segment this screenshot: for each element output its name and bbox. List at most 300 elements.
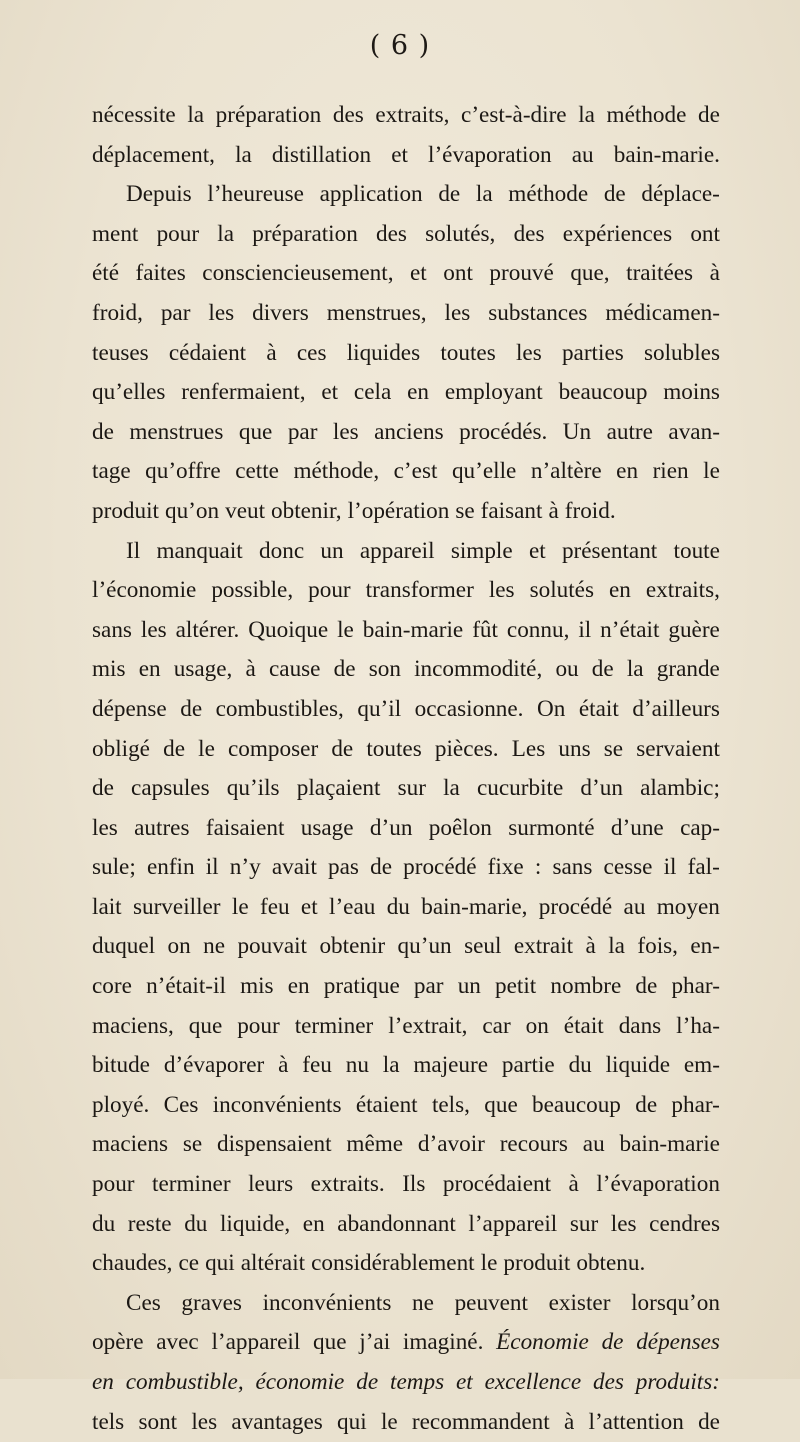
text-word: sans <box>552 854 593 881</box>
text-word: de <box>92 775 114 802</box>
text-word: altérer. <box>175 616 240 643</box>
text-word: cédaient <box>168 339 247 366</box>
text-word: au <box>571 141 594 168</box>
text-line <box>92 888 720 928</box>
text-word: chaudes, <box>92 1250 173 1277</box>
text-word: lorsqu’on <box>631 1289 720 1316</box>
text-word: veut <box>225 497 266 524</box>
text-word: partie <box>501 1052 555 1079</box>
text-word: de <box>92 418 114 445</box>
text-word: ont <box>690 220 720 247</box>
text-word: : <box>534 854 542 881</box>
text-word: on <box>525 1012 549 1039</box>
text-word: par <box>160 299 191 326</box>
text-word: qu’ils <box>226 775 280 802</box>
text-word: pour <box>308 577 351 604</box>
text-word: de <box>370 854 392 881</box>
text-word: avan- <box>668 418 720 445</box>
text-word: méthode, <box>293 458 380 485</box>
text-word: d’ailleurs <box>632 695 720 722</box>
text-word: et <box>391 141 408 168</box>
text-word: opère <box>92 1329 144 1356</box>
text-word: Ces <box>163 1091 199 1118</box>
text-word: liquide <box>605 1052 671 1079</box>
text-word: terminer <box>152 1171 231 1198</box>
text-word: simple <box>450 537 513 564</box>
text-word: produit <box>92 497 159 524</box>
text-word: liquide, <box>219 1210 291 1237</box>
text-word: procédés. <box>459 418 548 445</box>
text-word: l’heureuse <box>207 181 304 208</box>
text-word: les <box>92 814 118 841</box>
text-word: faites <box>135 260 186 287</box>
text-word: obligé <box>92 735 150 762</box>
text-word: l’évaporation <box>596 1171 720 1198</box>
text-word: le <box>380 1408 398 1435</box>
text-word: extraits, <box>645 577 720 604</box>
text-word: en <box>138 656 161 683</box>
text-word: ployé. <box>92 1091 150 1118</box>
text-word: à <box>278 1052 289 1079</box>
text-word: distillation <box>271 141 372 168</box>
text-word: tage <box>92 458 131 485</box>
text-word: il <box>663 854 677 881</box>
text-line <box>92 650 720 690</box>
text-word: dépense <box>92 695 167 722</box>
text-word: fût <box>472 616 498 643</box>
text-line <box>92 967 720 1007</box>
text-word: plaçaient <box>296 775 381 802</box>
text-word: il <box>205 854 219 881</box>
text-word: de <box>635 973 658 1000</box>
text-word: anciens <box>374 418 444 445</box>
text-word: ne <box>412 1289 434 1316</box>
text-word: consciencieusement, <box>202 260 394 287</box>
text-word: j’ai <box>359 1329 391 1356</box>
text-word: pour <box>237 1012 280 1039</box>
text-word: médicamen- <box>605 299 720 326</box>
text-word: à <box>563 1408 575 1435</box>
text-word: les <box>208 299 235 326</box>
text-line <box>92 1323 720 1363</box>
text-word: fixe <box>487 854 524 881</box>
text-line <box>92 215 720 255</box>
text-word: surmonté <box>508 814 595 841</box>
text-word: grande <box>656 656 720 683</box>
text-word: teuses <box>92 339 149 366</box>
text-word: à <box>585 933 596 960</box>
text-word: se <box>455 497 475 524</box>
text-word: guère <box>668 616 720 643</box>
text-word: qui <box>337 1408 367 1435</box>
text-word: pour <box>156 220 200 247</box>
text-word: procédé <box>538 893 613 920</box>
text-word: qu’un <box>397 933 452 960</box>
text-word: nécessite <box>92 102 176 128</box>
text-word: préparation <box>252 220 358 247</box>
text-word: et <box>528 537 546 564</box>
text-line <box>92 1165 720 1205</box>
text-word: le <box>231 893 249 920</box>
text-word: obtenu. <box>576 1250 646 1277</box>
text-line <box>92 1086 720 1126</box>
text-word: sur <box>569 1210 599 1237</box>
text-word: mis <box>92 656 126 683</box>
text-word: Ces <box>126 1289 161 1316</box>
text-word: leurs <box>248 1171 294 1198</box>
text-word: l’eau <box>329 893 376 920</box>
text-word: menstrues, <box>326 299 427 326</box>
text-word: son <box>368 656 401 683</box>
text-word: duquel <box>92 933 156 960</box>
text-word: le <box>337 616 354 643</box>
text-word: On <box>537 695 566 722</box>
text-word: obtenir <box>319 933 386 960</box>
text-word: parties <box>561 339 624 366</box>
text-word: de <box>163 735 185 762</box>
text-word: ces <box>296 339 327 366</box>
text-word: de <box>591 656 614 683</box>
text-word: d’évaporer <box>163 1052 265 1079</box>
text-word: au <box>623 893 646 920</box>
text-word: Il <box>126 537 141 564</box>
text-word: de <box>698 102 720 128</box>
text-word: pouvait <box>237 933 308 960</box>
text-word: de <box>698 1408 720 1435</box>
text-word: de <box>331 735 354 762</box>
page-number: ( 6 ) <box>369 30 431 61</box>
text-word: il <box>578 616 592 643</box>
text-line <box>92 1363 720 1403</box>
text-word: poêlon <box>428 814 492 841</box>
text-word: pour <box>92 1171 135 1198</box>
text-word: en <box>609 577 631 604</box>
text-word: beaucoup <box>558 379 648 406</box>
text-word: de <box>603 181 626 208</box>
text-word: cap- <box>680 814 720 841</box>
text-line <box>92 848 720 888</box>
text-word: d’un <box>580 775 623 802</box>
text-word: les <box>191 1408 218 1435</box>
text-word: Depuis <box>126 181 192 208</box>
text-word: graves <box>181 1289 242 1316</box>
text-line <box>92 373 720 413</box>
text-word: car <box>482 1012 511 1039</box>
text-word: majeure <box>413 1052 489 1079</box>
text-word: par <box>287 418 318 445</box>
text-word: la <box>187 102 205 128</box>
text-word: de <box>438 181 461 208</box>
text-word: économie <box>255 1369 345 1395</box>
text-word: n’y <box>229 854 261 881</box>
text-word: recours <box>499 1131 568 1158</box>
text-word: froid, <box>92 299 143 326</box>
text-word: l’économie <box>92 577 197 604</box>
text-word: rien <box>652 458 689 485</box>
text-word: extraits, <box>375 102 450 128</box>
text-word: Un <box>562 418 592 445</box>
text-word: déplacement, <box>92 141 215 168</box>
text-word: petit <box>495 973 537 1000</box>
text-word: divers <box>252 299 309 326</box>
text-word: possible, <box>211 577 294 604</box>
text-word: le <box>480 1250 498 1277</box>
text-word: cette <box>235 458 279 485</box>
text-word: ce <box>178 1250 200 1277</box>
text-line <box>92 611 720 651</box>
text-word: phar- <box>671 1091 720 1118</box>
text-word: cela <box>353 379 392 406</box>
text-word: toutes <box>366 735 422 762</box>
text-word: faisaient <box>205 814 285 841</box>
text-word: même <box>346 1131 404 1158</box>
text-word: les <box>488 577 515 604</box>
text-word: l’appareil <box>211 1329 301 1356</box>
text-word: l’évaporation <box>428 141 552 168</box>
text-word: dispensaient <box>216 1131 332 1158</box>
text-word: exister <box>548 1289 611 1316</box>
text-line <box>92 571 720 611</box>
text-word: solubles <box>643 339 720 366</box>
text-word: surveiller <box>132 893 221 920</box>
text-word: combustibles, <box>215 695 344 722</box>
text-line <box>92 730 720 770</box>
text-word: les <box>515 339 542 366</box>
text-word: recommandent <box>411 1408 550 1435</box>
text-word: feu <box>302 1052 332 1079</box>
text-word: usage, <box>173 656 233 683</box>
text-line <box>92 690 720 730</box>
text-word: la <box>235 141 252 168</box>
text-word: et <box>321 379 339 406</box>
text-word: phar- <box>671 973 720 1000</box>
text-word: pas <box>328 854 359 881</box>
text-word: temps <box>390 1369 445 1395</box>
text-word: employant <box>444 379 543 406</box>
text-word: du <box>386 893 410 920</box>
text-word: bitude <box>92 1052 150 1079</box>
text-word: n’était <box>600 616 660 643</box>
text-word: renfermaient, <box>181 379 306 406</box>
text-line <box>92 492 720 532</box>
text-line <box>92 452 720 492</box>
text-word: qu’offre <box>145 458 221 485</box>
text-word: toutes <box>440 339 496 366</box>
text-word: transformer <box>365 577 474 604</box>
text-word: l’attention <box>588 1408 684 1435</box>
text-word: été <box>92 260 120 287</box>
text-word: prouvé <box>489 260 554 287</box>
text-word: alambic; <box>640 775 720 802</box>
text-word: n’était-il <box>146 973 226 1000</box>
text-word: procédé <box>403 854 477 881</box>
text-word: c’est-à-dire <box>461 102 567 128</box>
text-word: Économie <box>496 1329 589 1356</box>
text-word: em- <box>683 1052 720 1079</box>
text-word: de <box>333 656 356 683</box>
text-word: maciens, <box>92 1012 174 1039</box>
text-word: occasionne. <box>414 695 524 722</box>
text-word: déplace- <box>641 181 720 208</box>
text-word: cucurbite <box>476 775 564 802</box>
text-word: abandonnant <box>337 1210 456 1237</box>
text-word: connu, <box>506 616 570 643</box>
text-word: liquides <box>346 339 421 366</box>
text-word: à <box>548 497 559 524</box>
text-word: qu’il <box>357 695 402 722</box>
text-line <box>92 1205 720 1245</box>
text-line <box>92 334 720 374</box>
text-word: du <box>568 1052 592 1079</box>
text-word: la <box>443 775 460 802</box>
text-word: on <box>167 933 191 960</box>
text-word: d’une <box>610 814 664 841</box>
text-word: que, <box>570 260 610 287</box>
text-word: uns <box>558 735 591 762</box>
text-line <box>92 136 720 176</box>
text-word: que <box>313 1329 347 1356</box>
text-word: méthode <box>606 102 687 128</box>
text-word: la <box>217 220 235 247</box>
text-word: des <box>593 1369 624 1395</box>
text-word: enfin <box>146 854 195 881</box>
text-word: à <box>266 339 277 366</box>
text-word: qu’elle <box>451 458 517 485</box>
text-word: en <box>407 379 429 406</box>
text-word: faisant <box>480 497 543 524</box>
text-word: produits: <box>635 1369 720 1395</box>
text-word: maciens <box>92 1131 168 1158</box>
text-word: menstrues <box>129 418 224 445</box>
text-line <box>92 532 720 572</box>
text-word: moyen <box>656 893 720 920</box>
text-word: de <box>356 1369 379 1395</box>
text-word: altérait <box>240 1250 306 1277</box>
text-word: cendres <box>649 1210 720 1237</box>
text-word: au <box>582 1131 605 1158</box>
text-line <box>92 294 720 334</box>
text-word: bain-marie <box>619 1131 720 1158</box>
text-word: que <box>238 418 273 445</box>
text-word: dans <box>618 1012 662 1039</box>
text-word: et <box>300 893 318 920</box>
text-word: la <box>382 1052 400 1079</box>
text-word: feu <box>259 893 290 920</box>
text-line <box>92 1046 720 1086</box>
text-word: c’est <box>393 458 438 485</box>
text-word: appareil <box>359 537 435 564</box>
text-word: étaient <box>355 1091 418 1118</box>
text-word: les <box>140 616 167 643</box>
text-word: l’opération <box>347 497 450 524</box>
text-word: l’extrait, <box>388 1012 468 1039</box>
text-word: qui <box>205 1250 235 1277</box>
text-word: solutés, <box>425 220 496 247</box>
text-line <box>92 1244 720 1284</box>
text-word: Ils <box>402 1171 426 1198</box>
text-line <box>92 96 720 136</box>
text-word: en <box>287 973 310 1000</box>
text-word: se <box>603 735 624 762</box>
text-word: composer <box>228 735 319 762</box>
text-word: considérablement <box>311 1250 475 1277</box>
text-word: autres <box>134 814 190 841</box>
text-word: application <box>319 181 423 208</box>
text-word: mis <box>240 973 274 1000</box>
text-word: moins <box>663 379 720 406</box>
text-word: des <box>376 220 407 247</box>
text-word: fal- <box>687 854 720 881</box>
text-word: ne <box>203 933 226 960</box>
text-word: produit <box>503 1250 571 1277</box>
text-word: un <box>320 537 344 564</box>
text-word: traitées <box>626 260 694 287</box>
text-word: que <box>484 1091 518 1118</box>
text-word: en <box>302 1210 325 1237</box>
text-word: expériences <box>562 220 673 247</box>
text-word: du <box>92 1210 116 1237</box>
text-word: extrait <box>513 933 574 960</box>
text-word: reste <box>127 1210 172 1237</box>
text-word: était <box>578 695 619 722</box>
text-word: pratique <box>323 973 400 1000</box>
text-word: pièces. <box>434 735 499 762</box>
text-word: toute <box>673 537 720 564</box>
text-word: inconvénients <box>212 1091 342 1118</box>
text-word: l’ha- <box>676 1012 720 1039</box>
text-word: et <box>455 1369 473 1395</box>
text-word: procédaient <box>442 1171 552 1198</box>
text-word: des <box>332 102 364 128</box>
text-word: des <box>513 220 545 247</box>
text-word: obtenir, <box>271 497 342 524</box>
text-word: bain-marie. <box>613 141 720 168</box>
text-word: sont <box>138 1408 178 1435</box>
text-word: ment <box>92 220 139 247</box>
text-word: avait <box>271 854 317 881</box>
text-word: qu’on <box>164 497 220 524</box>
text-word: incommodité, <box>414 656 543 683</box>
text-word: qu’elles <box>92 379 166 406</box>
text-word: avantages <box>231 1408 323 1435</box>
text-word: n’altère <box>530 458 602 485</box>
text-word: le <box>198 735 215 762</box>
text-word: à <box>245 656 256 683</box>
text-word: les <box>610 1210 637 1237</box>
text-word: sule; <box>92 854 136 881</box>
body-text <box>92 96 720 1442</box>
text-word: froid. <box>564 497 616 524</box>
text-word: cesse <box>603 854 653 881</box>
text-word: excellence <box>484 1369 582 1395</box>
text-word: à <box>709 260 720 287</box>
text-word: de <box>601 1329 624 1356</box>
text-line <box>92 1284 720 1324</box>
text-word: par <box>413 973 444 1000</box>
text-word: les <box>444 299 471 326</box>
text-word: imaginé. <box>402 1329 484 1356</box>
text-word: d’avoir <box>417 1131 485 1158</box>
text-word: Les <box>511 735 546 762</box>
text-word: la <box>578 102 595 128</box>
text-word: bain-marie <box>362 616 464 643</box>
text-word: en- <box>690 933 720 960</box>
text-word: seul <box>464 933 502 960</box>
text-word: donc <box>259 537 305 564</box>
text-word: la <box>608 933 625 960</box>
text-word: capsules <box>131 775 210 802</box>
text-line <box>92 1403 720 1442</box>
